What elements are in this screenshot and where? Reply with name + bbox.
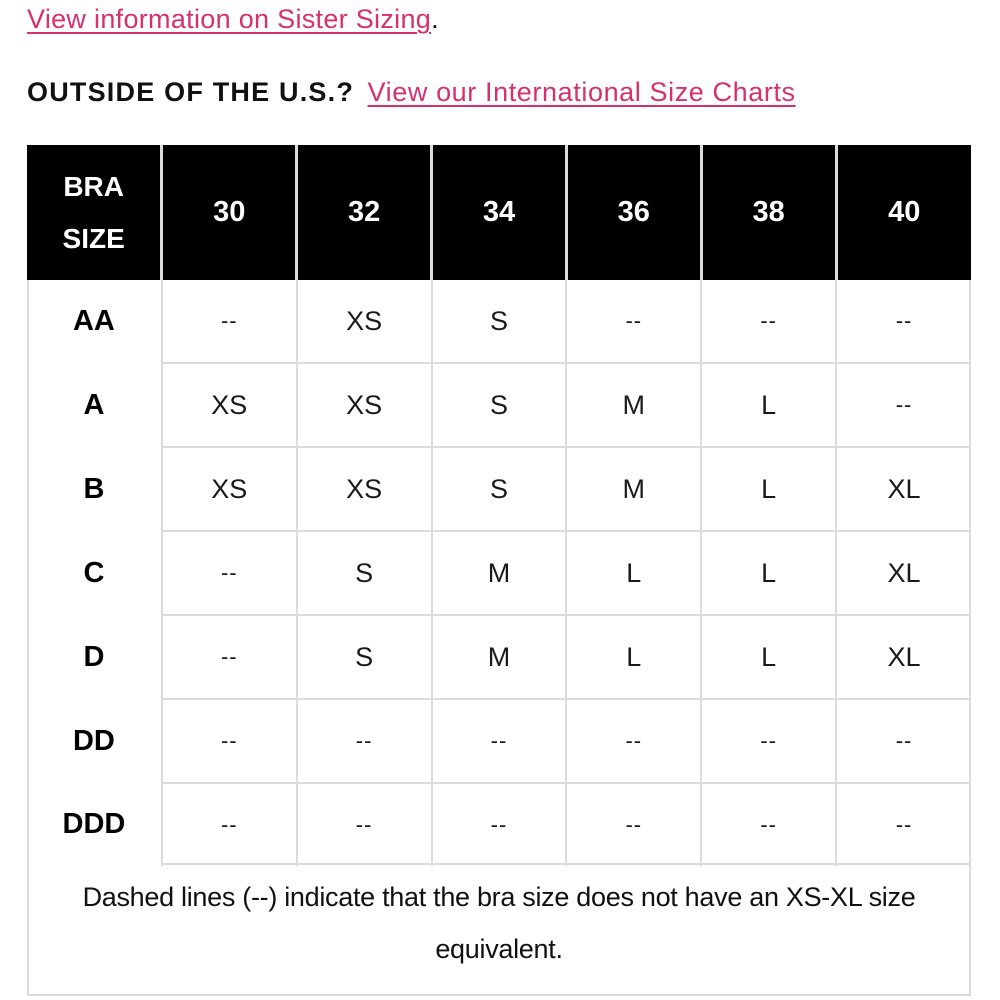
size-cell: L [701, 615, 836, 699]
size-cell: -- [836, 280, 971, 363]
corner-header [27, 145, 162, 280]
size-cell: -- [162, 699, 297, 783]
size-cell: -- [836, 699, 971, 783]
size-cell: S [297, 615, 432, 699]
table-row [27, 783, 971, 866]
size-cell: -- [701, 783, 836, 866]
size-cell: L [701, 363, 836, 447]
size-cell: M [432, 615, 567, 699]
size-cell: -- [432, 699, 567, 783]
size-cell: XS [297, 280, 432, 363]
size-cell: L [701, 447, 836, 531]
size-cell: XL [836, 531, 971, 615]
size-cell: -- [566, 783, 701, 866]
size-cell: XS [162, 363, 297, 447]
size-cell: -- [701, 699, 836, 783]
cup-size-label: AA [72, 305, 115, 337]
corner-header-line2: SIZE [62, 222, 125, 254]
sister-sizing-link[interactable]: View information on Sister Sizing [27, 4, 432, 34]
size-cell: XS [297, 447, 432, 531]
cup-size-label: A [83, 388, 105, 421]
footnote [82, 863, 969, 975]
cup-size-label: B [83, 472, 105, 505]
size-cell: M [432, 531, 567, 615]
table-row [27, 531, 971, 615]
cup-size-label: C [83, 556, 105, 589]
table-row [27, 699, 971, 783]
cup-size-label: D [83, 640, 105, 673]
size-chart [27, 145, 971, 996]
band-size-header: 30 [162, 145, 297, 280]
band-size-header: 38 [701, 145, 836, 280]
corner-header-line1: BRA [63, 170, 124, 202]
size-cell: XL [836, 615, 971, 699]
sister-sizing-line [27, 0, 439, 38]
cup-size-label: DDD [62, 808, 126, 840]
size-cell: -- [701, 280, 836, 363]
size-cell: XL [836, 447, 971, 531]
size-cell: M [566, 447, 701, 531]
table-row [27, 280, 971, 363]
cup-size-label: DD [72, 724, 115, 757]
size-table [27, 145, 971, 866]
size-cell: -- [566, 280, 701, 363]
size-cell: L [701, 531, 836, 615]
table-row [27, 363, 971, 447]
table-row [27, 447, 971, 531]
table-body [27, 280, 971, 866]
size-cell: -- [432, 783, 567, 866]
size-cell: L [566, 531, 701, 615]
size-cell: -- [162, 615, 297, 699]
international-label: OUTSIDE OF THE U.S.? [27, 77, 355, 107]
size-cell: -- [162, 783, 297, 866]
size-cell: S [432, 363, 567, 447]
footnote-text: Dashed lines (--) indicate that the bra size does not have an XS-XL size equivalent. [82, 882, 916, 964]
band-size-header: 36 [566, 145, 701, 280]
size-cell: -- [297, 699, 432, 783]
size-cell: S [432, 280, 567, 363]
band-size-header: 32 [297, 145, 432, 280]
international-size-charts-link[interactable]: View our International Size Charts [367, 77, 796, 107]
size-cell: S [432, 447, 567, 531]
size-cell: XS [297, 363, 432, 447]
size-cell: -- [836, 363, 971, 447]
sister-sizing-period: . [431, 4, 439, 34]
header-row [27, 145, 971, 280]
size-cell: -- [162, 280, 297, 363]
size-cell: L [566, 615, 701, 699]
size-cell: S [297, 531, 432, 615]
size-cell: -- [566, 699, 701, 783]
band-size-header: 40 [836, 145, 971, 280]
size-cell: M [566, 363, 701, 447]
size-cell: -- [162, 531, 297, 615]
band-size-header: 34 [432, 145, 567, 280]
size-cell: -- [836, 783, 971, 866]
international-line [27, 72, 796, 112]
size-cell: XS [162, 447, 297, 531]
table-row [27, 615, 971, 699]
size-cell: -- [297, 783, 432, 866]
